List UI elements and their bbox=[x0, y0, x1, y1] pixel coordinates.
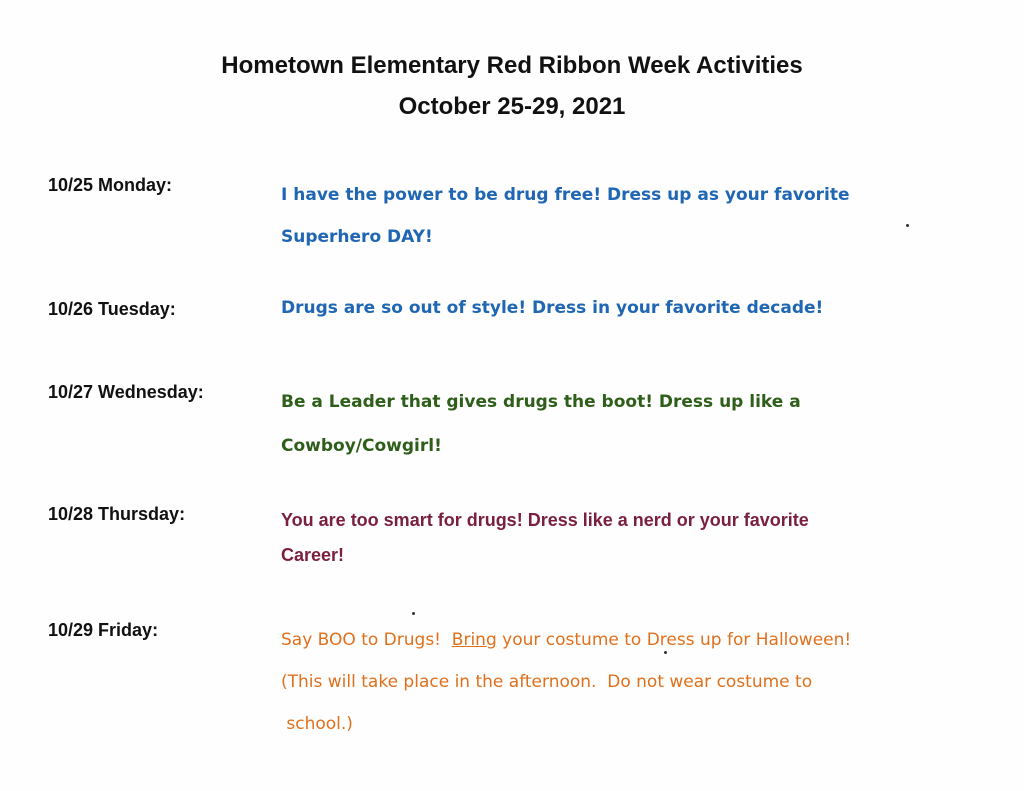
underlined-word: Bring bbox=[451, 630, 497, 650]
day-description-tuesday bbox=[281, 298, 981, 318]
day-label-monday: 10/25 Monday: bbox=[48, 175, 173, 195]
day-label-thursday: 10/28 Thursday: bbox=[48, 504, 186, 524]
description-line: Be a Leader that gives drugs the boot! Dress up like a bbox=[281, 392, 801, 412]
description-line: Superhero DAY! bbox=[281, 227, 433, 247]
description-line: I have the power to be drug free! Dress up as your favorite bbox=[281, 185, 850, 205]
scan-speck bbox=[906, 224, 909, 227]
day-label-friday: 10/29 Friday: bbox=[48, 620, 159, 640]
day-label-tuesday: 10/26 Tuesday: bbox=[48, 299, 176, 319]
description-line: You are too smart for drugs! Dress like a nerd or your favorite bbox=[281, 510, 809, 530]
description-line: Career! bbox=[281, 545, 345, 565]
description-fragment: your costume to Dress up for Halloween! bbox=[496, 630, 852, 650]
description-line: Drugs are so out of style! Dress in your favorite decade! bbox=[281, 298, 824, 318]
description-line: (This will take place in the afternoon. Do not wear costume to bbox=[281, 672, 813, 692]
scan-speck bbox=[412, 612, 415, 615]
document-title: Hometown Elementary Red Ribbon Week Activities bbox=[221, 52, 803, 79]
day-description-monday bbox=[281, 174, 981, 258]
day-description-friday bbox=[281, 619, 981, 745]
description-fragment: Say BOO to Drugs! bbox=[281, 630, 452, 650]
description-line: school.) bbox=[281, 714, 353, 734]
day-description-thursday bbox=[281, 503, 981, 573]
scan-speck bbox=[664, 651, 667, 654]
day-label-wednesday: 10/27 Wednesday: bbox=[48, 382, 204, 402]
document-date-range: October 25-29, 2021 bbox=[398, 93, 626, 120]
description-line bbox=[281, 619, 981, 661]
description-line: Cowboy/Cowgirl! bbox=[281, 436, 442, 456]
day-description-wednesday bbox=[281, 380, 981, 468]
